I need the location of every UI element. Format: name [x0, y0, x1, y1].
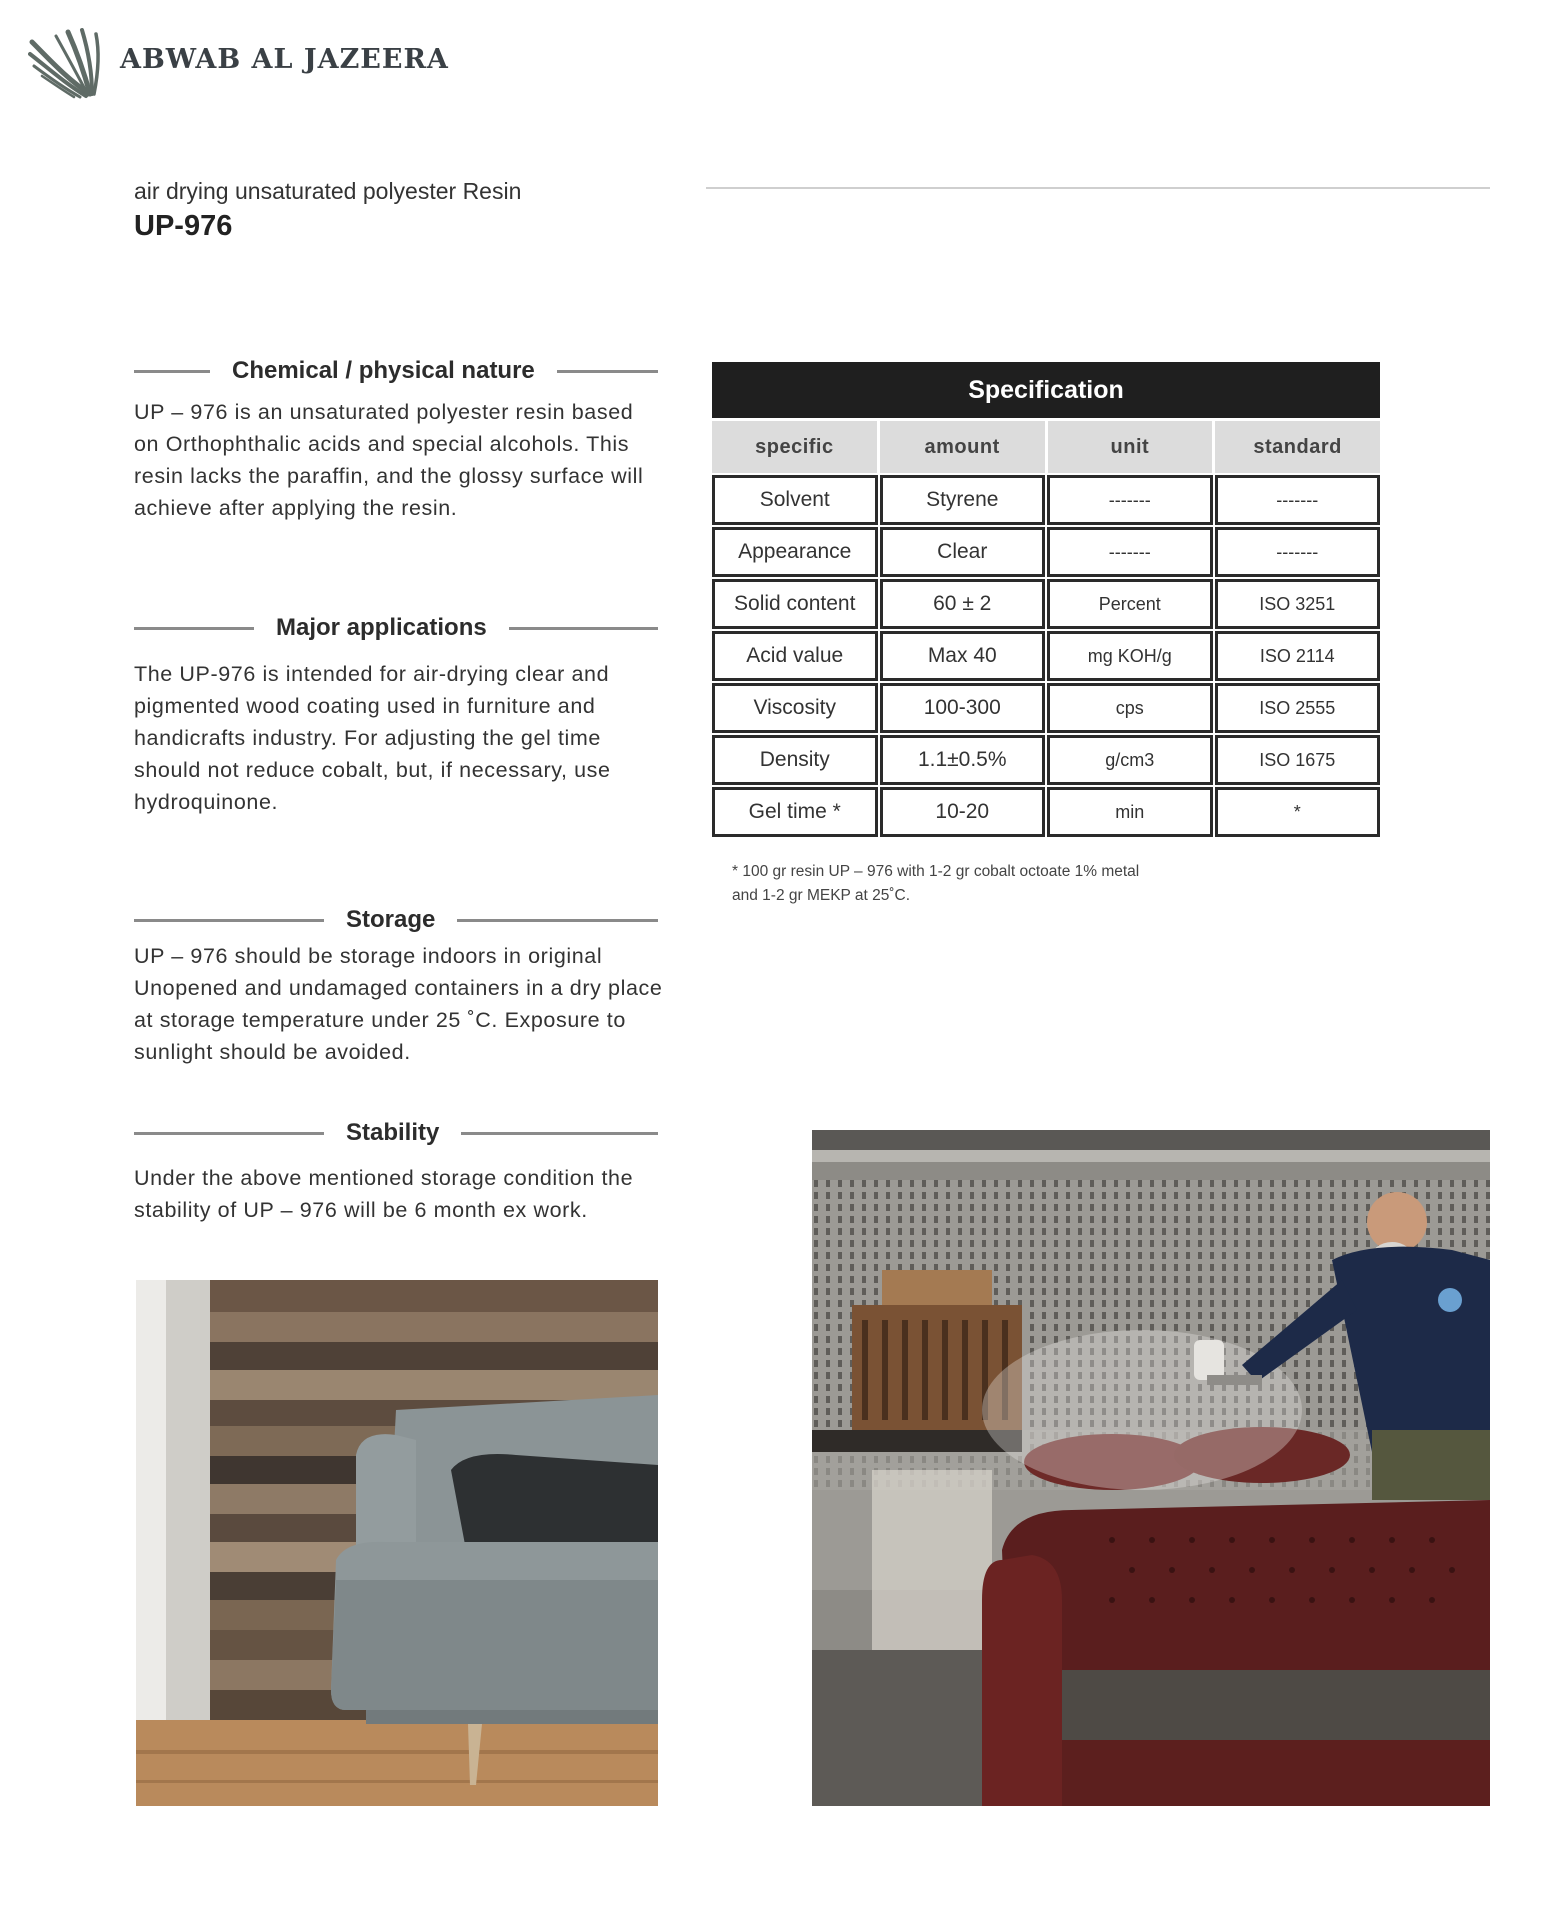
spec-cell: 1.1±0.5%: [880, 735, 1046, 785]
spec-cell: -------: [1215, 527, 1381, 577]
spec-cell: 60 ± 2: [880, 579, 1046, 629]
spec-cell: -------: [1215, 475, 1381, 525]
spec-cell: ISO 3251: [1215, 579, 1381, 629]
spec-cell: Percent: [1047, 579, 1213, 629]
table-row: [712, 629, 1380, 681]
spec-header-cell: specific: [712, 421, 880, 473]
spec-cell: -------: [1047, 475, 1213, 525]
spec-table-title: Specification: [712, 362, 1380, 418]
chemical-text: UP – 976 is an unsaturated polyester resin based on Orthophthalic acids and special alcohols. This resin lacks the paraffin, and the glossy surface will achieve after applying the resin.: [134, 400, 644, 520]
spec-cell: Density: [712, 735, 878, 785]
table-row: [712, 473, 1380, 525]
storage-text: UP – 976 should be storage indoors in original Unopened and undamaged containers in a dry place at storage temperature under 25 ˚C. Exposure to sunlight should be avoided.: [134, 944, 663, 1064]
spec-cell: min: [1047, 787, 1213, 837]
spec-cell: 10-20: [880, 787, 1046, 837]
spec-header-cell: amount: [880, 421, 1048, 473]
spec-footnote-line: * 100 gr resin UP – 976 with 1-2 gr cobalt octoate 1% metal: [732, 863, 1140, 880]
spec-cell: Appearance: [712, 527, 878, 577]
applications-heading: [134, 613, 658, 643]
table-row: [712, 733, 1380, 785]
storage-heading-label: Storage: [346, 906, 436, 933]
spec-cell: -------: [1047, 527, 1213, 577]
spec-cell: *: [1215, 787, 1381, 837]
spec-cell: Gel time *: [712, 787, 878, 837]
spec-cell: g/cm3: [1047, 735, 1213, 785]
feather-logo-icon: [28, 28, 104, 100]
stability-heading-label: Stability: [346, 1119, 440, 1146]
table-row: [712, 785, 1380, 837]
spec-cell: Styrene: [880, 475, 1046, 525]
spec-cell: Solid content: [712, 579, 878, 629]
spec-cell: ISO 2555: [1215, 683, 1381, 733]
header-divider: [706, 187, 1490, 189]
table-row: [712, 577, 1380, 629]
sofa-photo: [136, 1280, 658, 1806]
stability-heading: [134, 1118, 658, 1148]
product-name: UP-976: [134, 210, 233, 242]
specification-table: [712, 362, 1380, 837]
product-subtitle: air drying unsaturated polyester Resin: [134, 178, 522, 204]
stability-text: Under the above mentioned storage condition the stability of UP – 976 will be 6 month ex work.: [134, 1166, 634, 1222]
spec-cell: 100-300: [880, 683, 1046, 733]
table-row: [712, 681, 1380, 733]
brand-name: ABWAB AL JAZEERA: [120, 44, 449, 75]
spec-cell: Max 40: [880, 631, 1046, 681]
applications-heading-label: Major applications: [276, 614, 487, 641]
spray-coating-photo: [812, 1130, 1490, 1806]
spec-cell: cps: [1047, 683, 1213, 733]
spec-footnote: [732, 860, 1252, 908]
spec-cell: Solvent: [712, 475, 878, 525]
spec-header-cell: unit: [1048, 421, 1216, 473]
spec-footnote-line: and 1-2 gr MEKP at 25˚C.: [732, 887, 911, 904]
chemical-heading: [134, 356, 658, 386]
table-row: [712, 525, 1380, 577]
spec-cell: Clear: [880, 527, 1046, 577]
spec-header-cell: standard: [1253, 435, 1342, 458]
storage-heading: [134, 905, 658, 935]
spec-table-header: [712, 421, 1380, 473]
spec-cell: Viscosity: [712, 683, 878, 733]
chemical-heading-label: Chemical / physical nature: [232, 357, 535, 384]
applications-text: The UP-976 is intended for air-drying clear and pigmented wood coating used in furniture and handicrafts industry. For adjusting the gel time should not reduce cobalt, but, if necessary, use hydroquinone.: [134, 662, 611, 814]
spec-cell: Acid value: [712, 631, 878, 681]
spec-cell: ISO 2114: [1215, 631, 1381, 681]
spec-cell: mg KOH/g: [1047, 631, 1213, 681]
spec-cell: ISO 1675: [1215, 735, 1381, 785]
